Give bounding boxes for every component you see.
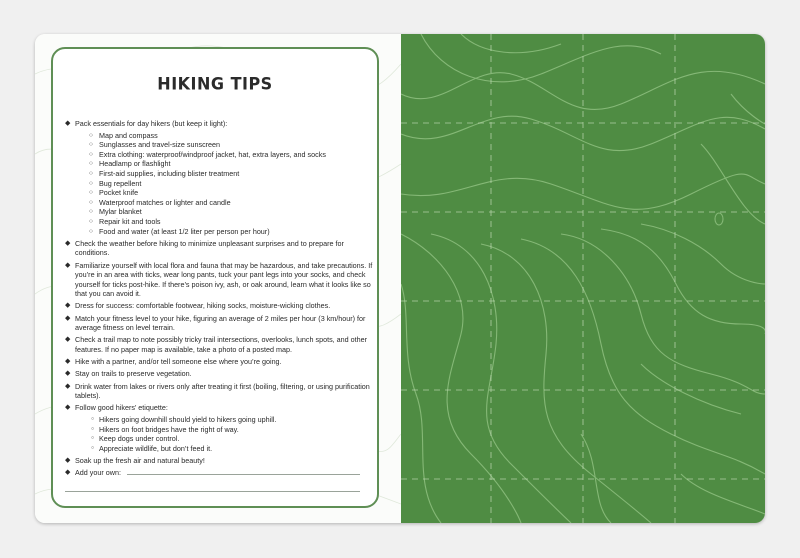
tip-item (65, 382, 375, 401)
etiquette-item-text: Hikers on foot bridges have the right of way. (99, 424, 239, 434)
etiquette-item (89, 434, 375, 444)
etiquette-item (89, 425, 375, 435)
etiquette-list (89, 415, 375, 453)
tip-item (65, 239, 375, 258)
tip-item (65, 456, 375, 466)
tip-item (65, 357, 375, 367)
tip-item (65, 301, 375, 311)
checklist-item-text: Map and compass (99, 130, 158, 140)
checklist-item-text: Repair kit and tools (99, 216, 161, 226)
checklist-item-text: Waterproof matches or lighter and candle (99, 197, 231, 207)
tip-item (65, 403, 375, 453)
checklist-item (89, 159, 375, 169)
checklist-item (89, 188, 375, 198)
tips-list (65, 119, 375, 480)
tip-item (65, 119, 375, 236)
checklist-item (89, 217, 375, 227)
topographic-contour-map (401, 34, 765, 523)
checklist-item (89, 179, 375, 189)
tip-text: Drink water from lakes or rivers only after treating it first (boiling, filtering, or using purification tablets). (75, 381, 370, 401)
etiquette-item (89, 415, 375, 425)
tip-item (65, 335, 375, 354)
checklist-item-text: Headlamp or flashlight (99, 159, 171, 169)
tip-text: Stay on trails to preserve vegetation. (75, 369, 192, 379)
etiquette-item (89, 444, 375, 454)
tip-text: Dress for success: comfortable footwear, hiking socks, moisture-wicking clothes. (75, 301, 331, 311)
tip-item (65, 369, 375, 379)
tip-text: Match your fitness level to your hike, figuring an average of 2 miles per hour (3 km/hour) for average fitness on level terrain. (75, 313, 366, 333)
checklist-item (89, 169, 375, 179)
checklist-item-text: Extra clothing: waterproof/windproof jacket, hat, extra layers, and socks (99, 149, 326, 159)
essentials-checklist (89, 131, 375, 237)
tip-text: Hike with a partner, and/or tell someone else where you’re going. (75, 357, 282, 367)
checklist-item-text: First-aid supplies, including blister treatment (99, 168, 240, 178)
checklist-item (89, 227, 375, 237)
tip-text: Follow good hikers’ etiquette: (75, 403, 168, 413)
tip-text: Pack essentials for day hikers (but keep it light): (75, 119, 228, 128)
checklist-item-text: Pocket knife (99, 188, 139, 198)
checklist-item-text: Food and water (at least 1/2 liter per person per hour) (99, 226, 270, 236)
book-spread (35, 34, 765, 523)
tip-text: Check the weather before hiking to minimize unpleasant surprises and to prepare for conditions. (75, 238, 344, 258)
checklist-item-text: Sunglasses and travel-size sunscreen (99, 140, 221, 150)
add-your-own-line (127, 474, 360, 475)
tip-item (65, 468, 375, 478)
page-title: HIKING TIPS (157, 73, 273, 94)
checklist-item (89, 140, 375, 150)
tip-text: Check a trail map to note possibly tricky trail intersections, overlooks, lunch spots, and other features. If no paper map is available, take a photo of a posted map. (75, 335, 368, 355)
etiquette-item-text: Hikers going downhill should yield to hikers going uphill. (99, 414, 277, 424)
etiquette-item-text: Appreciate wildlife, but don’t feed it. (99, 443, 213, 453)
checklist-item-text: Bug repellent (99, 178, 142, 188)
etiquette-item-text: Keep dogs under control. (99, 434, 180, 444)
add-your-own-label: Add your own: (75, 468, 121, 478)
tip-text: Familiarize yourself with local flora and fauna that may be hazardous, and take precautions. If you’re in an area with ticks, wear long pants, tuck your pant legs into your socks, and check yourself for ticks post-hike. If there’s poison ivy, ash, or oak around, learn what it looks like so that you can avoid it. (75, 260, 373, 299)
topographic-map-page (401, 34, 765, 523)
tip-item (65, 261, 375, 299)
blank-write-line (65, 491, 360, 492)
checklist-item (89, 198, 375, 208)
checklist-item-text: Mylar blanket (99, 207, 142, 217)
checklist-item (89, 150, 375, 160)
checklist-item (89, 207, 375, 217)
tip-text: Soak up the fresh air and natural beauty! (75, 455, 205, 465)
checklist-item (89, 131, 375, 141)
left-page (35, 34, 401, 523)
tip-item (65, 314, 375, 333)
